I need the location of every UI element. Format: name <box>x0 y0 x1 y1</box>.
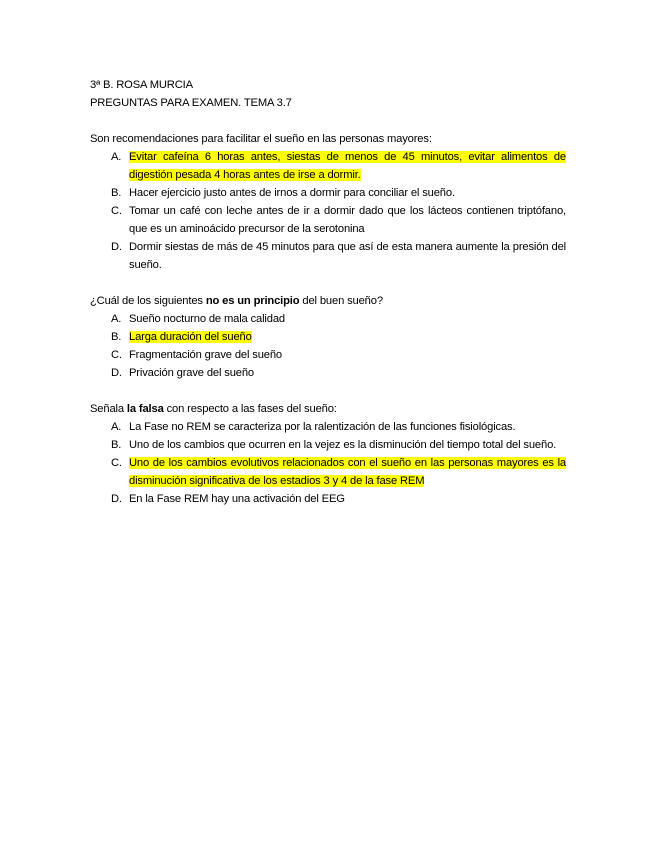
option-letter: D. <box>111 241 122 253</box>
question-3-option-d <box>90 490 566 508</box>
question-1-option-a <box>90 148 566 184</box>
option-text: La Fase no REM se caracteriza por la ralentización de las funciones fisiológicas. <box>129 421 516 433</box>
stem-text: del buen sueño? <box>299 295 383 307</box>
option-letter: A. <box>111 151 122 163</box>
option-text: Tomar un café con leche antes de ir a dormir dado que los lácteos contienen triptófano, que es un aminoácido precursor de la serotonina <box>129 205 566 235</box>
document-page <box>90 76 566 508</box>
question-3-option-a <box>90 418 566 436</box>
option-letter: A. <box>111 313 122 325</box>
question-2-option-b <box>90 328 566 346</box>
option-letter: D. <box>111 493 122 505</box>
option-letter: B. <box>111 439 122 451</box>
option-letter: C. <box>111 349 122 361</box>
question-2-option-c <box>90 346 566 364</box>
stem-text: ¿Cuál de los siguientes <box>90 295 206 307</box>
question-2 <box>90 292 566 382</box>
question-2-options <box>90 310 566 382</box>
option-letter: C. <box>111 457 122 469</box>
option-text: Uno de los cambios que ocurren en la vejez es la disminución del tiempo total del sueño. <box>129 439 557 451</box>
question-3 <box>90 400 566 508</box>
question-2-option-d <box>90 364 566 382</box>
option-text: En la Fase REM hay una activación del EEG <box>129 493 345 505</box>
option-text: Larga duración del sueño <box>129 331 252 343</box>
question-1-option-d <box>90 238 566 274</box>
question-3-option-b <box>90 436 566 454</box>
stem-text: con respecto a las fases del sueño: <box>163 403 337 415</box>
option-letter: B. <box>111 331 122 343</box>
stem-bold-text: no es un principio <box>205 295 300 307</box>
option-text: Privación grave del sueño <box>129 367 254 379</box>
option-letter: D. <box>111 367 122 379</box>
option-text: Evitar cafeína 6 horas antes, siestas de menos de 45 minutos, evitar alimentos de digestión pesada 4 horas antes de irse a dormir. <box>129 151 566 181</box>
option-text: Dormir siestas de más de 45 minutos para que así de esta manera aumente la presión del sueño. <box>129 241 566 271</box>
option-letter: C. <box>111 205 122 217</box>
header-line-1: 3ª B. ROSA MURCIA <box>90 79 193 91</box>
question-1-option-b <box>90 184 566 202</box>
question-1-stem: Son recomendaciones para facilitar el sueño en las personas mayores: <box>90 133 432 145</box>
stem-bold-text: la falsa <box>126 403 164 415</box>
question-1-option-c <box>90 202 566 238</box>
document-header <box>90 76 566 112</box>
question-3-option-c <box>90 454 566 490</box>
option-letter: B. <box>111 187 122 199</box>
option-text: Uno de los cambios evolutivos relacionados con el sueño en las personas mayores es la disminución significativa de los estadios 3 y 4 de la fase REM <box>129 457 566 487</box>
option-text: Fragmentación grave del sueño <box>129 349 282 361</box>
question-1-options <box>90 148 566 274</box>
question-2-stem <box>90 292 566 310</box>
question-1 <box>90 130 566 274</box>
stem-text: Señala <box>90 403 127 415</box>
question-3-stem <box>90 400 566 418</box>
option-text: Sueño nocturno de mala calidad <box>129 313 285 325</box>
question-3-options <box>90 418 566 508</box>
option-letter: A. <box>111 421 122 433</box>
header-line-2: PREGUNTAS PARA EXAMEN. TEMA 3.7 <box>90 97 292 109</box>
question-2-option-a <box>90 310 566 328</box>
option-text: Hacer ejercicio justo antes de irnos a dormir para conciliar el sueño. <box>129 187 455 199</box>
